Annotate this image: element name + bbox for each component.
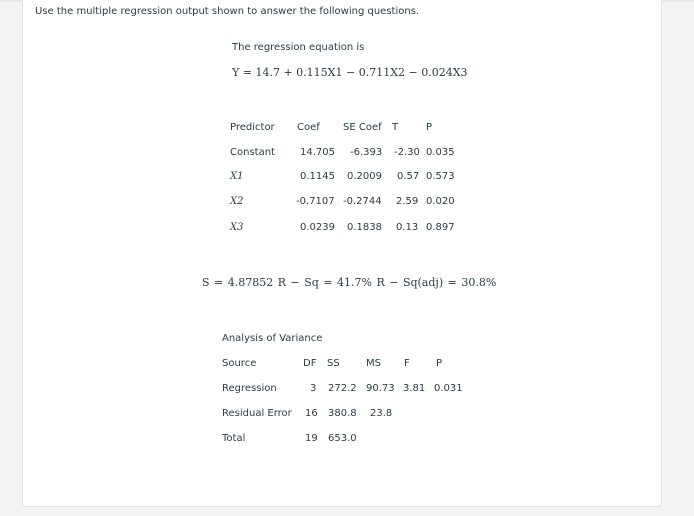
row-predictor: X3 [230, 222, 244, 233]
anova-df: 16 [305, 408, 318, 419]
row-predictor: X1 [230, 171, 244, 182]
anova-source: Residual Error [222, 408, 292, 419]
anova-p: 0.031 [434, 383, 463, 394]
anova-col-df: DF [303, 358, 317, 369]
anova-col-ms: MS [366, 358, 381, 369]
row-t: 2.59 [396, 196, 419, 207]
col-p: P [426, 122, 433, 133]
row-predictor: Constant [230, 147, 275, 158]
anova-df: 3 [310, 383, 317, 394]
anova-df: 19 [305, 433, 318, 444]
row-se: -6.393 [350, 147, 383, 158]
row-p: 0.035 [426, 147, 455, 158]
col-se-coef: SE Coef [343, 122, 382, 133]
col-t: T [392, 122, 399, 133]
col-predictor: Predictor [230, 122, 275, 133]
anova-source: Regression [222, 383, 277, 394]
question-intro: Use the multiple regression output shown to answer the following questions. [35, 6, 420, 17]
row-p: 0.573 [426, 171, 455, 182]
anova-f: 3.81 [403, 383, 426, 394]
col-coef: Coef [297, 122, 320, 133]
anova-col-source: Source [222, 358, 257, 369]
row-t: 0.13 [396, 222, 419, 233]
model-summary: S = 4.87852 R − Sq = 41.7% R − Sq(adj) = 30.8% [202, 276, 497, 289]
row-p: 0.020 [426, 196, 455, 207]
anova-col-p: P [436, 358, 443, 369]
anova-col-f: F [404, 358, 410, 369]
row-p: 0.897 [426, 222, 455, 233]
anova-ms: 90.73 [366, 383, 395, 394]
row-t: 0.57 [397, 171, 420, 182]
row-se: 0.2009 [347, 171, 382, 182]
row-predictor: X2 [230, 196, 244, 207]
row-t: -2.30 [394, 147, 420, 158]
anova-source: Total [222, 433, 246, 444]
row-se: -0.2744 [343, 196, 382, 207]
anova-ss: 653.0 [328, 433, 357, 444]
regression-equation: Y = 14.7 + 0.115X1 − 0.711X2 − 0.024X3 [232, 66, 468, 79]
anova-ms: 23.8 [370, 408, 393, 419]
row-coef: -0.7107 [296, 196, 335, 207]
anova-col-ss: SS [327, 358, 340, 369]
equation-label: The regression equation is [232, 42, 365, 53]
row-coef: 0.1145 [300, 171, 335, 182]
anova-ss: 380.8 [328, 408, 357, 419]
anova-title: Analysis of Variance [222, 333, 323, 344]
anova-ss: 272.2 [328, 383, 357, 394]
row-coef: 0.0239 [300, 222, 335, 233]
row-coef: 14.705 [300, 147, 335, 158]
row-se: 0.1838 [347, 222, 382, 233]
